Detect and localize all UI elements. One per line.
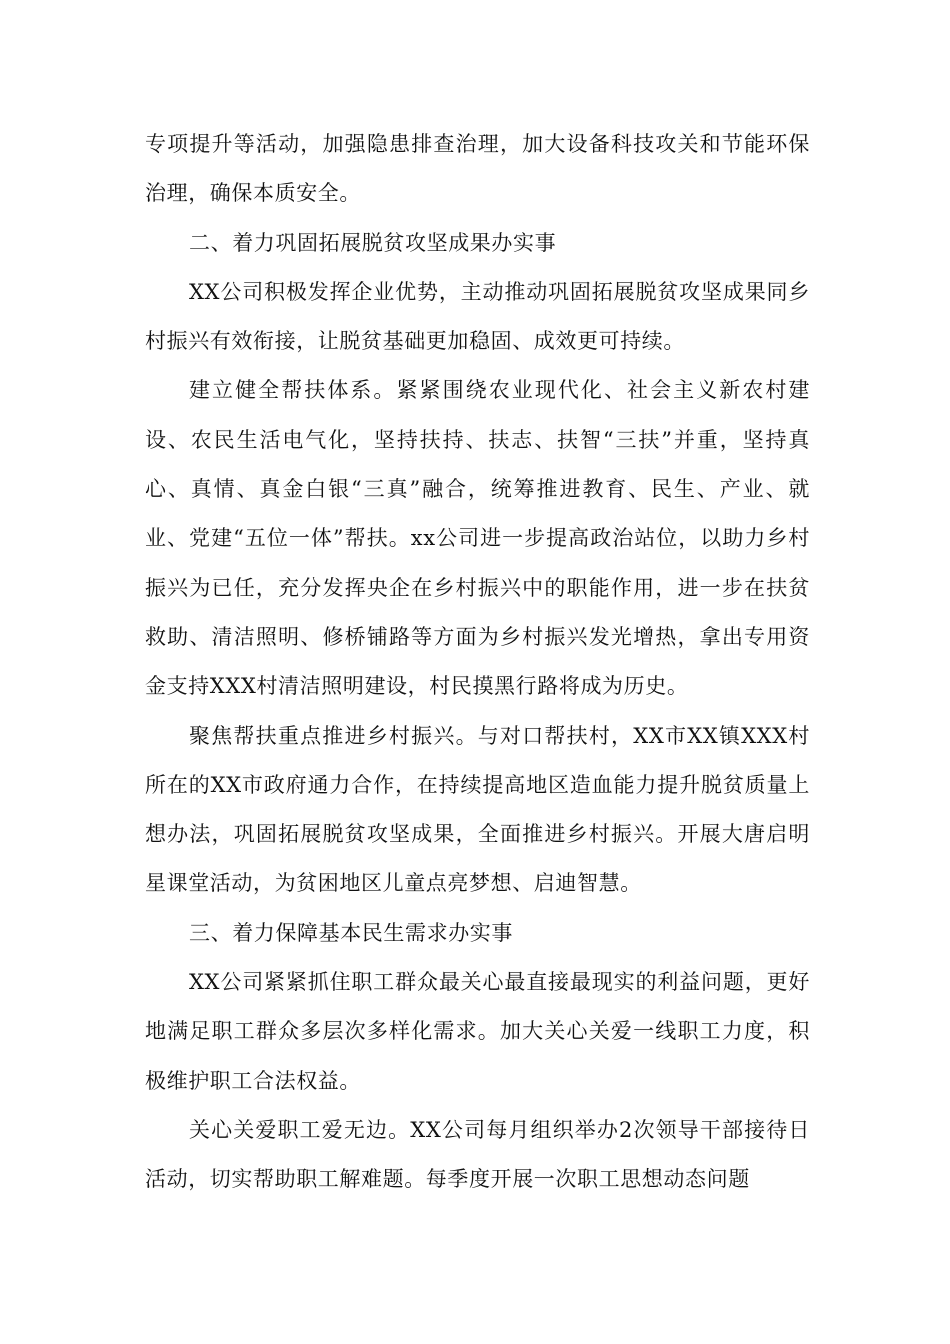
continuation-paragraph: 专项提升等活动，加强隐患排查治理，加大设备科技攻关和节能环保治理，确保本质安全。 xyxy=(145,132,810,206)
body-paragraph: XX公司积极发挥企业优势，主动推动巩固拓展脱贫攻坚成果同乡村振兴有效衔接，让脱贫基础更加稳固、成效更可持续。 xyxy=(145,279,810,354)
section-heading-2: 二、着力巩固拓展脱贫攻坚成果办实事 xyxy=(189,230,557,255)
section-heading-3: 三、着力保障基本民生需求办实事 xyxy=(189,920,513,945)
body-paragraph: 聚焦帮扶重点推进乡村振兴。与对口帮扶村，XX市XX镇XXX村所在的XX市政府通力合作，在持续提高地区造血能力提升脱贫质量上想办法，巩固拓展脱贫攻坚成果，全面推进乡村振兴。开展大唐启明星课堂活动，为贫困地区儿童点亮梦想、启迪智慧。 xyxy=(145,723,810,896)
body-paragraph: XX公司紧紧抓住职工群众最关心最直接最现实的利益问题，更好地满足职工群众多层次多样化需求。加大关心关爱一线职工力度，积极维护职工合法权益。 xyxy=(145,970,810,1093)
document-body xyxy=(145,120,810,1205)
body-paragraph: 关心关爱职工爱无边。XX公司每月组织举办2次领导干部接待日活动，切实帮助职工解难题。每季度开展一次职工思想动态问题 xyxy=(145,1117,810,1192)
body-paragraph: 建立健全帮扶体系。紧紧围绕农业现代化、社会主义新农村建设、农民生活电气化，坚持扶持、扶志、扶智“三扶”并重，坚持真心、真情、真金白银“三真”融合，统筹推进教育、民生、产业、就业、党建“五位一体”帮扶。xx公司进一步提高政治站位，以助力乡村振兴为已任，充分发挥央企在乡村振兴中的职能作用，进一步在扶贫救助、清洁照明、修桥铺路等方面为乡村振兴发光增热，拿出专用资金支持XXX村清洁照明建设，村民摸黑行路将成为历史。 xyxy=(145,378,810,699)
